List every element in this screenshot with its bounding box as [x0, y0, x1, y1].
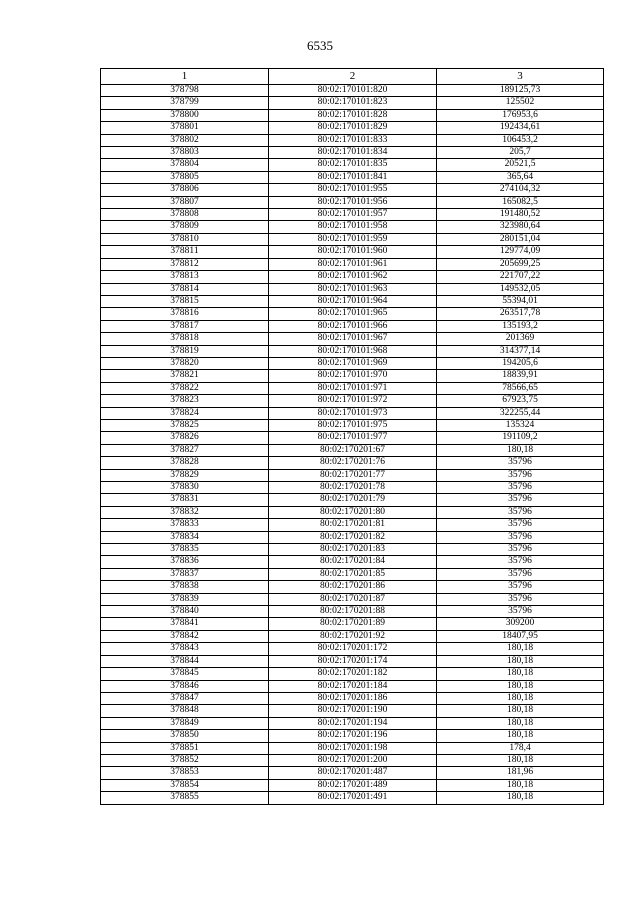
cadastral-number-cell: 80:02:170201:84 — [269, 556, 437, 568]
value-cell: 180,18 — [437, 680, 604, 692]
table-row — [101, 147, 604, 159]
table-row — [101, 680, 604, 692]
page-number: 6535 — [307, 38, 333, 53]
table-row — [101, 109, 604, 121]
table-row — [101, 382, 604, 394]
record-number-cell: 378799 — [101, 97, 269, 109]
value-cell: 35796 — [437, 556, 604, 568]
record-number-cell: 378803 — [101, 147, 269, 159]
value-cell: 180,18 — [437, 779, 604, 791]
value-cell: 35796 — [437, 581, 604, 593]
record-number-cell: 378853 — [101, 767, 269, 779]
value-cell: 205699,25 — [437, 258, 604, 270]
table-row — [101, 618, 604, 630]
cadastral-number-cell: 80:02:170101:829 — [269, 122, 437, 134]
table-row — [101, 122, 604, 134]
table-row — [101, 419, 604, 431]
value-cell: 365,64 — [437, 171, 604, 183]
table-row — [101, 196, 604, 208]
cadastral-number-cell: 80:02:170101:841 — [269, 171, 437, 183]
table-row — [101, 531, 604, 543]
cadastral-number-cell: 80:02:170201:88 — [269, 606, 437, 618]
column-header-2: 2 — [269, 69, 437, 85]
value-cell: 322255,44 — [437, 407, 604, 419]
record-number-cell: 378842 — [101, 630, 269, 642]
table-row — [101, 295, 604, 307]
record-number-cell: 378801 — [101, 122, 269, 134]
value-cell: 18839,91 — [437, 370, 604, 382]
record-number-cell: 378839 — [101, 593, 269, 605]
value-cell: 106453,2 — [437, 134, 604, 146]
value-cell: 180,18 — [437, 668, 604, 680]
table-row — [101, 233, 604, 245]
record-number-cell: 378845 — [101, 668, 269, 680]
record-number-cell: 378820 — [101, 357, 269, 369]
table-row — [101, 171, 604, 183]
cadastral-number-cell: 80:02:170101:975 — [269, 419, 437, 431]
registry-table — [100, 68, 604, 805]
cadastral-number-cell: 80:02:170101:834 — [269, 147, 437, 159]
table-row — [101, 184, 604, 196]
value-cell: 180,18 — [437, 792, 604, 804]
value-cell: 221707,22 — [437, 271, 604, 283]
value-cell: 35796 — [437, 606, 604, 618]
record-number-cell: 378798 — [101, 85, 269, 97]
table-row — [101, 630, 604, 642]
table-row — [101, 85, 604, 97]
value-cell: 35796 — [437, 457, 604, 469]
cadastral-number-cell: 80:02:170101:957 — [269, 209, 437, 221]
value-cell: 125502 — [437, 97, 604, 109]
value-cell: 314377,14 — [437, 345, 604, 357]
table-row — [101, 568, 604, 580]
table-row — [101, 469, 604, 481]
record-number-cell: 378812 — [101, 258, 269, 270]
cadastral-number-cell: 80:02:170201:182 — [269, 668, 437, 680]
cadastral-number-cell: 80:02:170201:172 — [269, 643, 437, 655]
table-row — [101, 668, 604, 680]
record-number-cell: 378827 — [101, 444, 269, 456]
value-cell: 18407,95 — [437, 630, 604, 642]
table-row — [101, 792, 604, 804]
value-cell: 35796 — [437, 482, 604, 494]
record-number-cell: 378840 — [101, 606, 269, 618]
table-row — [101, 717, 604, 729]
cadastral-number-cell: 80:02:170101:962 — [269, 271, 437, 283]
record-number-cell: 378833 — [101, 519, 269, 531]
cadastral-number-cell: 80:02:170201:186 — [269, 692, 437, 704]
table-row — [101, 432, 604, 444]
record-number-cell: 378805 — [101, 171, 269, 183]
record-number-cell: 378810 — [101, 233, 269, 245]
record-number-cell: 378822 — [101, 382, 269, 394]
table-row — [101, 97, 604, 109]
record-number-cell: 378823 — [101, 395, 269, 407]
table-row — [101, 134, 604, 146]
record-number-cell: 378825 — [101, 419, 269, 431]
table-row — [101, 593, 604, 605]
table-row — [101, 767, 604, 779]
cadastral-number-cell: 80:02:170201:76 — [269, 457, 437, 469]
cadastral-number-cell: 80:02:170201:87 — [269, 593, 437, 605]
cadastral-number-cell: 80:02:170201:200 — [269, 754, 437, 766]
value-cell: 180,18 — [437, 730, 604, 742]
cadastral-number-cell: 80:02:170101:963 — [269, 283, 437, 295]
value-cell: 35796 — [437, 506, 604, 518]
cadastral-number-cell: 80:02:170201:83 — [269, 544, 437, 556]
cadastral-number-cell: 80:02:170201:79 — [269, 494, 437, 506]
cadastral-number-cell: 80:02:170101:973 — [269, 407, 437, 419]
cadastral-number-cell: 80:02:170101:823 — [269, 97, 437, 109]
table-row — [101, 457, 604, 469]
cadastral-number-cell: 80:02:170201:85 — [269, 568, 437, 580]
table-row — [101, 544, 604, 556]
record-number-cell: 378819 — [101, 345, 269, 357]
record-number-cell: 378834 — [101, 531, 269, 543]
value-cell: 165082,5 — [437, 196, 604, 208]
table-row — [101, 742, 604, 754]
table-row — [101, 655, 604, 667]
value-cell: 180,18 — [437, 754, 604, 766]
table-row — [101, 407, 604, 419]
record-number-cell: 378802 — [101, 134, 269, 146]
value-cell: 194205,6 — [437, 357, 604, 369]
cadastral-number-cell: 80:02:170201:77 — [269, 469, 437, 481]
value-cell: 201369 — [437, 333, 604, 345]
table-row — [101, 643, 604, 655]
cadastral-number-cell: 80:02:170201:67 — [269, 444, 437, 456]
record-number-cell: 378815 — [101, 295, 269, 307]
table-row — [101, 357, 604, 369]
cadastral-number-cell: 80:02:170101:955 — [269, 184, 437, 196]
record-number-cell: 378854 — [101, 779, 269, 791]
record-number-cell: 378821 — [101, 370, 269, 382]
cadastral-number-cell: 80:02:170201:174 — [269, 655, 437, 667]
record-number-cell: 378809 — [101, 221, 269, 233]
table-row — [101, 159, 604, 171]
value-cell: 180,18 — [437, 655, 604, 667]
value-cell: 149532,05 — [437, 283, 604, 295]
record-number-cell: 378832 — [101, 506, 269, 518]
cadastral-number-cell: 80:02:170101:971 — [269, 382, 437, 394]
value-cell: 35796 — [437, 568, 604, 580]
value-cell: 35796 — [437, 593, 604, 605]
cadastral-number-cell: 80:02:170201:489 — [269, 779, 437, 791]
record-number-cell: 378852 — [101, 754, 269, 766]
record-number-cell: 378849 — [101, 717, 269, 729]
value-cell: 35796 — [437, 531, 604, 543]
record-number-cell: 378846 — [101, 680, 269, 692]
value-cell: 280151,04 — [437, 233, 604, 245]
value-cell: 263517,78 — [437, 308, 604, 320]
value-cell: 191109,2 — [437, 432, 604, 444]
table-row — [101, 345, 604, 357]
table-row — [101, 370, 604, 382]
cadastral-number-cell: 80:02:170201:196 — [269, 730, 437, 742]
cadastral-number-cell: 80:02:170201:80 — [269, 506, 437, 518]
record-number-cell: 378828 — [101, 457, 269, 469]
cadastral-number-cell: 80:02:170201:86 — [269, 581, 437, 593]
value-cell: 180,18 — [437, 705, 604, 717]
cadastral-number-cell: 80:02:170201:487 — [269, 767, 437, 779]
record-number-cell: 378851 — [101, 742, 269, 754]
cadastral-number-cell: 80:02:170101:828 — [269, 109, 437, 121]
table-row — [101, 271, 604, 283]
record-number-cell: 378826 — [101, 432, 269, 444]
record-number-cell: 378811 — [101, 246, 269, 258]
record-number-cell: 378807 — [101, 196, 269, 208]
table-body — [101, 85, 604, 805]
value-cell: 176953,6 — [437, 109, 604, 121]
cadastral-number-cell: 80:02:170201:190 — [269, 705, 437, 717]
value-cell: 67923,75 — [437, 395, 604, 407]
record-number-cell: 378808 — [101, 209, 269, 221]
table-row — [101, 246, 604, 258]
value-cell: 55394,01 — [437, 295, 604, 307]
value-cell: 35796 — [437, 469, 604, 481]
cadastral-number-cell: 80:02:170201:198 — [269, 742, 437, 754]
column-header-3: 3 — [437, 69, 604, 85]
cadastral-number-cell: 80:02:170201:81 — [269, 519, 437, 531]
cadastral-number-cell: 80:02:170201:491 — [269, 792, 437, 804]
cadastral-number-cell: 80:02:170201:89 — [269, 618, 437, 630]
value-cell: 309200 — [437, 618, 604, 630]
table-row — [101, 606, 604, 618]
cadastral-number-cell: 80:02:170101:961 — [269, 258, 437, 270]
record-number-cell: 378804 — [101, 159, 269, 171]
record-number-cell: 378847 — [101, 692, 269, 704]
cadastral-number-cell: 80:02:170101:956 — [269, 196, 437, 208]
cadastral-number-cell: 80:02:170101:966 — [269, 320, 437, 332]
value-cell: 135193,2 — [437, 320, 604, 332]
record-number-cell: 378830 — [101, 482, 269, 494]
value-cell: 20521,5 — [437, 159, 604, 171]
table-row — [101, 519, 604, 531]
value-cell: 180,18 — [437, 643, 604, 655]
record-number-cell: 378824 — [101, 407, 269, 419]
value-cell: 181,96 — [437, 767, 604, 779]
record-number-cell: 378838 — [101, 581, 269, 593]
record-number-cell: 378844 — [101, 655, 269, 667]
table-row — [101, 444, 604, 456]
column-header-1: 1 — [101, 69, 269, 85]
record-number-cell: 378817 — [101, 320, 269, 332]
table-row — [101, 556, 604, 568]
table-row — [101, 494, 604, 506]
record-number-cell: 378831 — [101, 494, 269, 506]
table-row — [101, 730, 604, 742]
record-number-cell: 378800 — [101, 109, 269, 121]
cadastral-number-cell: 80:02:170201:194 — [269, 717, 437, 729]
record-number-cell: 378850 — [101, 730, 269, 742]
cadastral-number-cell: 80:02:170101:959 — [269, 233, 437, 245]
value-cell: 192434,61 — [437, 122, 604, 134]
value-cell: 35796 — [437, 519, 604, 531]
cadastral-number-cell: 80:02:170101:835 — [269, 159, 437, 171]
cadastral-number-cell: 80:02:170101:968 — [269, 345, 437, 357]
table-row — [101, 333, 604, 345]
record-number-cell: 378835 — [101, 544, 269, 556]
value-cell: 180,18 — [437, 717, 604, 729]
cadastral-number-cell: 80:02:170101:969 — [269, 357, 437, 369]
table-row — [101, 209, 604, 221]
table-row — [101, 779, 604, 791]
record-number-cell: 378829 — [101, 469, 269, 481]
cadastral-number-cell: 80:02:170201:78 — [269, 482, 437, 494]
table-row — [101, 692, 604, 704]
record-number-cell: 378836 — [101, 556, 269, 568]
cadastral-number-cell: 80:02:170101:977 — [269, 432, 437, 444]
record-number-cell: 378816 — [101, 308, 269, 320]
value-cell: 135324 — [437, 419, 604, 431]
table-row — [101, 581, 604, 593]
table-row — [101, 506, 604, 518]
value-cell: 189125,73 — [437, 85, 604, 97]
value-cell: 205,7 — [437, 147, 604, 159]
record-number-cell: 378848 — [101, 705, 269, 717]
table-row — [101, 320, 604, 332]
record-number-cell: 378855 — [101, 792, 269, 804]
value-cell: 129774,09 — [437, 246, 604, 258]
cadastral-number-cell: 80:02:170101:970 — [269, 370, 437, 382]
cadastral-number-cell: 80:02:170201:184 — [269, 680, 437, 692]
table-row — [101, 221, 604, 233]
value-cell: 35796 — [437, 494, 604, 506]
table-row — [101, 705, 604, 717]
value-cell: 178,4 — [437, 742, 604, 754]
table-row — [101, 754, 604, 766]
cadastral-number-cell: 80:02:170201:82 — [269, 531, 437, 543]
record-number-cell: 378814 — [101, 283, 269, 295]
table-row — [101, 258, 604, 270]
cadastral-number-cell: 80:02:170101:965 — [269, 308, 437, 320]
value-cell: 78566,65 — [437, 382, 604, 394]
table-row — [101, 283, 604, 295]
record-number-cell: 378818 — [101, 333, 269, 345]
value-cell: 35796 — [437, 544, 604, 556]
cadastral-number-cell: 80:02:170101:972 — [269, 395, 437, 407]
value-cell: 323980,64 — [437, 221, 604, 233]
cadastral-number-cell: 80:02:170101:964 — [269, 295, 437, 307]
cadastral-number-cell: 80:02:170101:820 — [269, 85, 437, 97]
cadastral-number-cell: 80:02:170201:92 — [269, 630, 437, 642]
table-row — [101, 395, 604, 407]
table-row — [101, 482, 604, 494]
value-cell: 180,18 — [437, 692, 604, 704]
record-number-cell: 378813 — [101, 271, 269, 283]
record-number-cell: 378837 — [101, 568, 269, 580]
cadastral-number-cell: 80:02:170101:967 — [269, 333, 437, 345]
record-number-cell: 378841 — [101, 618, 269, 630]
cadastral-number-cell: 80:02:170101:833 — [269, 134, 437, 146]
cadastral-number-cell: 80:02:170101:960 — [269, 246, 437, 258]
table-header-row — [101, 69, 604, 85]
record-number-cell: 378843 — [101, 643, 269, 655]
table-row — [101, 308, 604, 320]
value-cell: 180,18 — [437, 444, 604, 456]
value-cell: 191480,52 — [437, 209, 604, 221]
record-number-cell: 378806 — [101, 184, 269, 196]
value-cell: 274104,32 — [437, 184, 604, 196]
cadastral-number-cell: 80:02:170101:958 — [269, 221, 437, 233]
